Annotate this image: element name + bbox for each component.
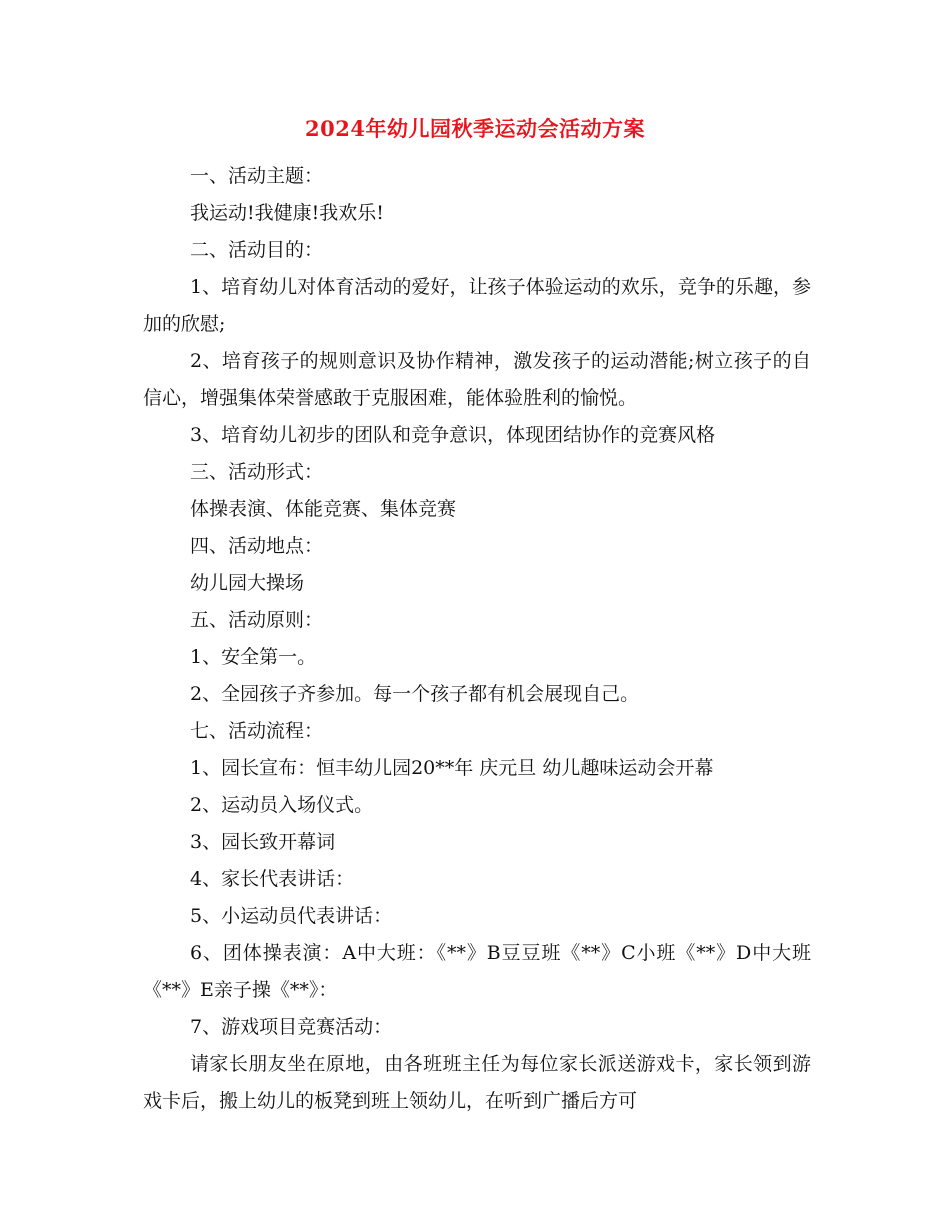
paragraph-activity-forms: 体操表演、体能竞赛、集体竞赛 [190, 498, 457, 520]
paragraph-game-instructions: 请家长朋友坐在原地，由各班班主任为每位家长派送游戏卡，家长领到游戏卡后，搬上幼儿的板凳到班上领幼儿，在听到广播后方可 [143, 1053, 811, 1112]
paragraph-section-5-heading: 五、活动原则： [190, 609, 324, 631]
paragraph-purpose-3: 3、培育幼儿初步的团队和竞争意识，体现团结协作的竞赛风格 [190, 424, 716, 446]
paragraph-principle-2: 2、全园孩子齐参加。每一个孩子都有机会展现自己。 [190, 683, 640, 705]
paragraph-section-3-heading: 三、活动形式： [190, 461, 324, 483]
paragraph-principle-1: 1、安全第一。 [190, 646, 317, 668]
paragraph-section-1-heading: 一、活动主题： [190, 165, 324, 187]
paragraph-procedure-4: 4、家长代表讲话： [190, 868, 355, 890]
paragraph-section-7-heading: 七、活动流程： [190, 720, 324, 742]
paragraph-location: 幼儿园大操场 [190, 572, 305, 594]
paragraph-procedure-5: 5、小运动员代表讲话： [190, 905, 393, 927]
paragraph-procedure-7: 7、游戏项目竞赛活动： [190, 1016, 393, 1038]
paragraph-procedure-3: 3、园长致开幕词 [190, 831, 336, 853]
paragraph-procedure-2: 2、运动员入场仪式。 [190, 794, 374, 816]
paragraph-section-4-heading: 四、活动地点： [190, 535, 324, 557]
paragraph-section-2-heading: 二、活动目的： [190, 239, 324, 261]
document-body [143, 158, 811, 1120]
paragraph-procedure-6: 6、团体操表演：A中大班：《**》B豆豆班《**》C小班《**》D中大班《**》E亲子操《**》： [143, 942, 811, 1001]
paragraph-purpose-2: 2、培育孩子的规则意识及协作精神，激发孩子的运动潜能;树立孩子的自信心，增强集体荣誉感敢于克服困难，能体验胜利的愉悦。 [143, 350, 811, 409]
paragraph-theme-slogan: 我运动!我健康!我欢乐! [190, 202, 384, 224]
document-title: 2024年幼儿园秋季运动会活动方案 [305, 116, 645, 141]
paragraph-purpose-1: 1、培育幼儿对体育活动的爱好，让孩子体验运动的欢乐，竞争的乐趣，参加的欣慰; [143, 276, 811, 335]
paragraph-procedure-1: 1、园长宣布：恒丰幼儿园20**年 庆元旦 幼儿趣味运动会开幕 [190, 757, 714, 779]
